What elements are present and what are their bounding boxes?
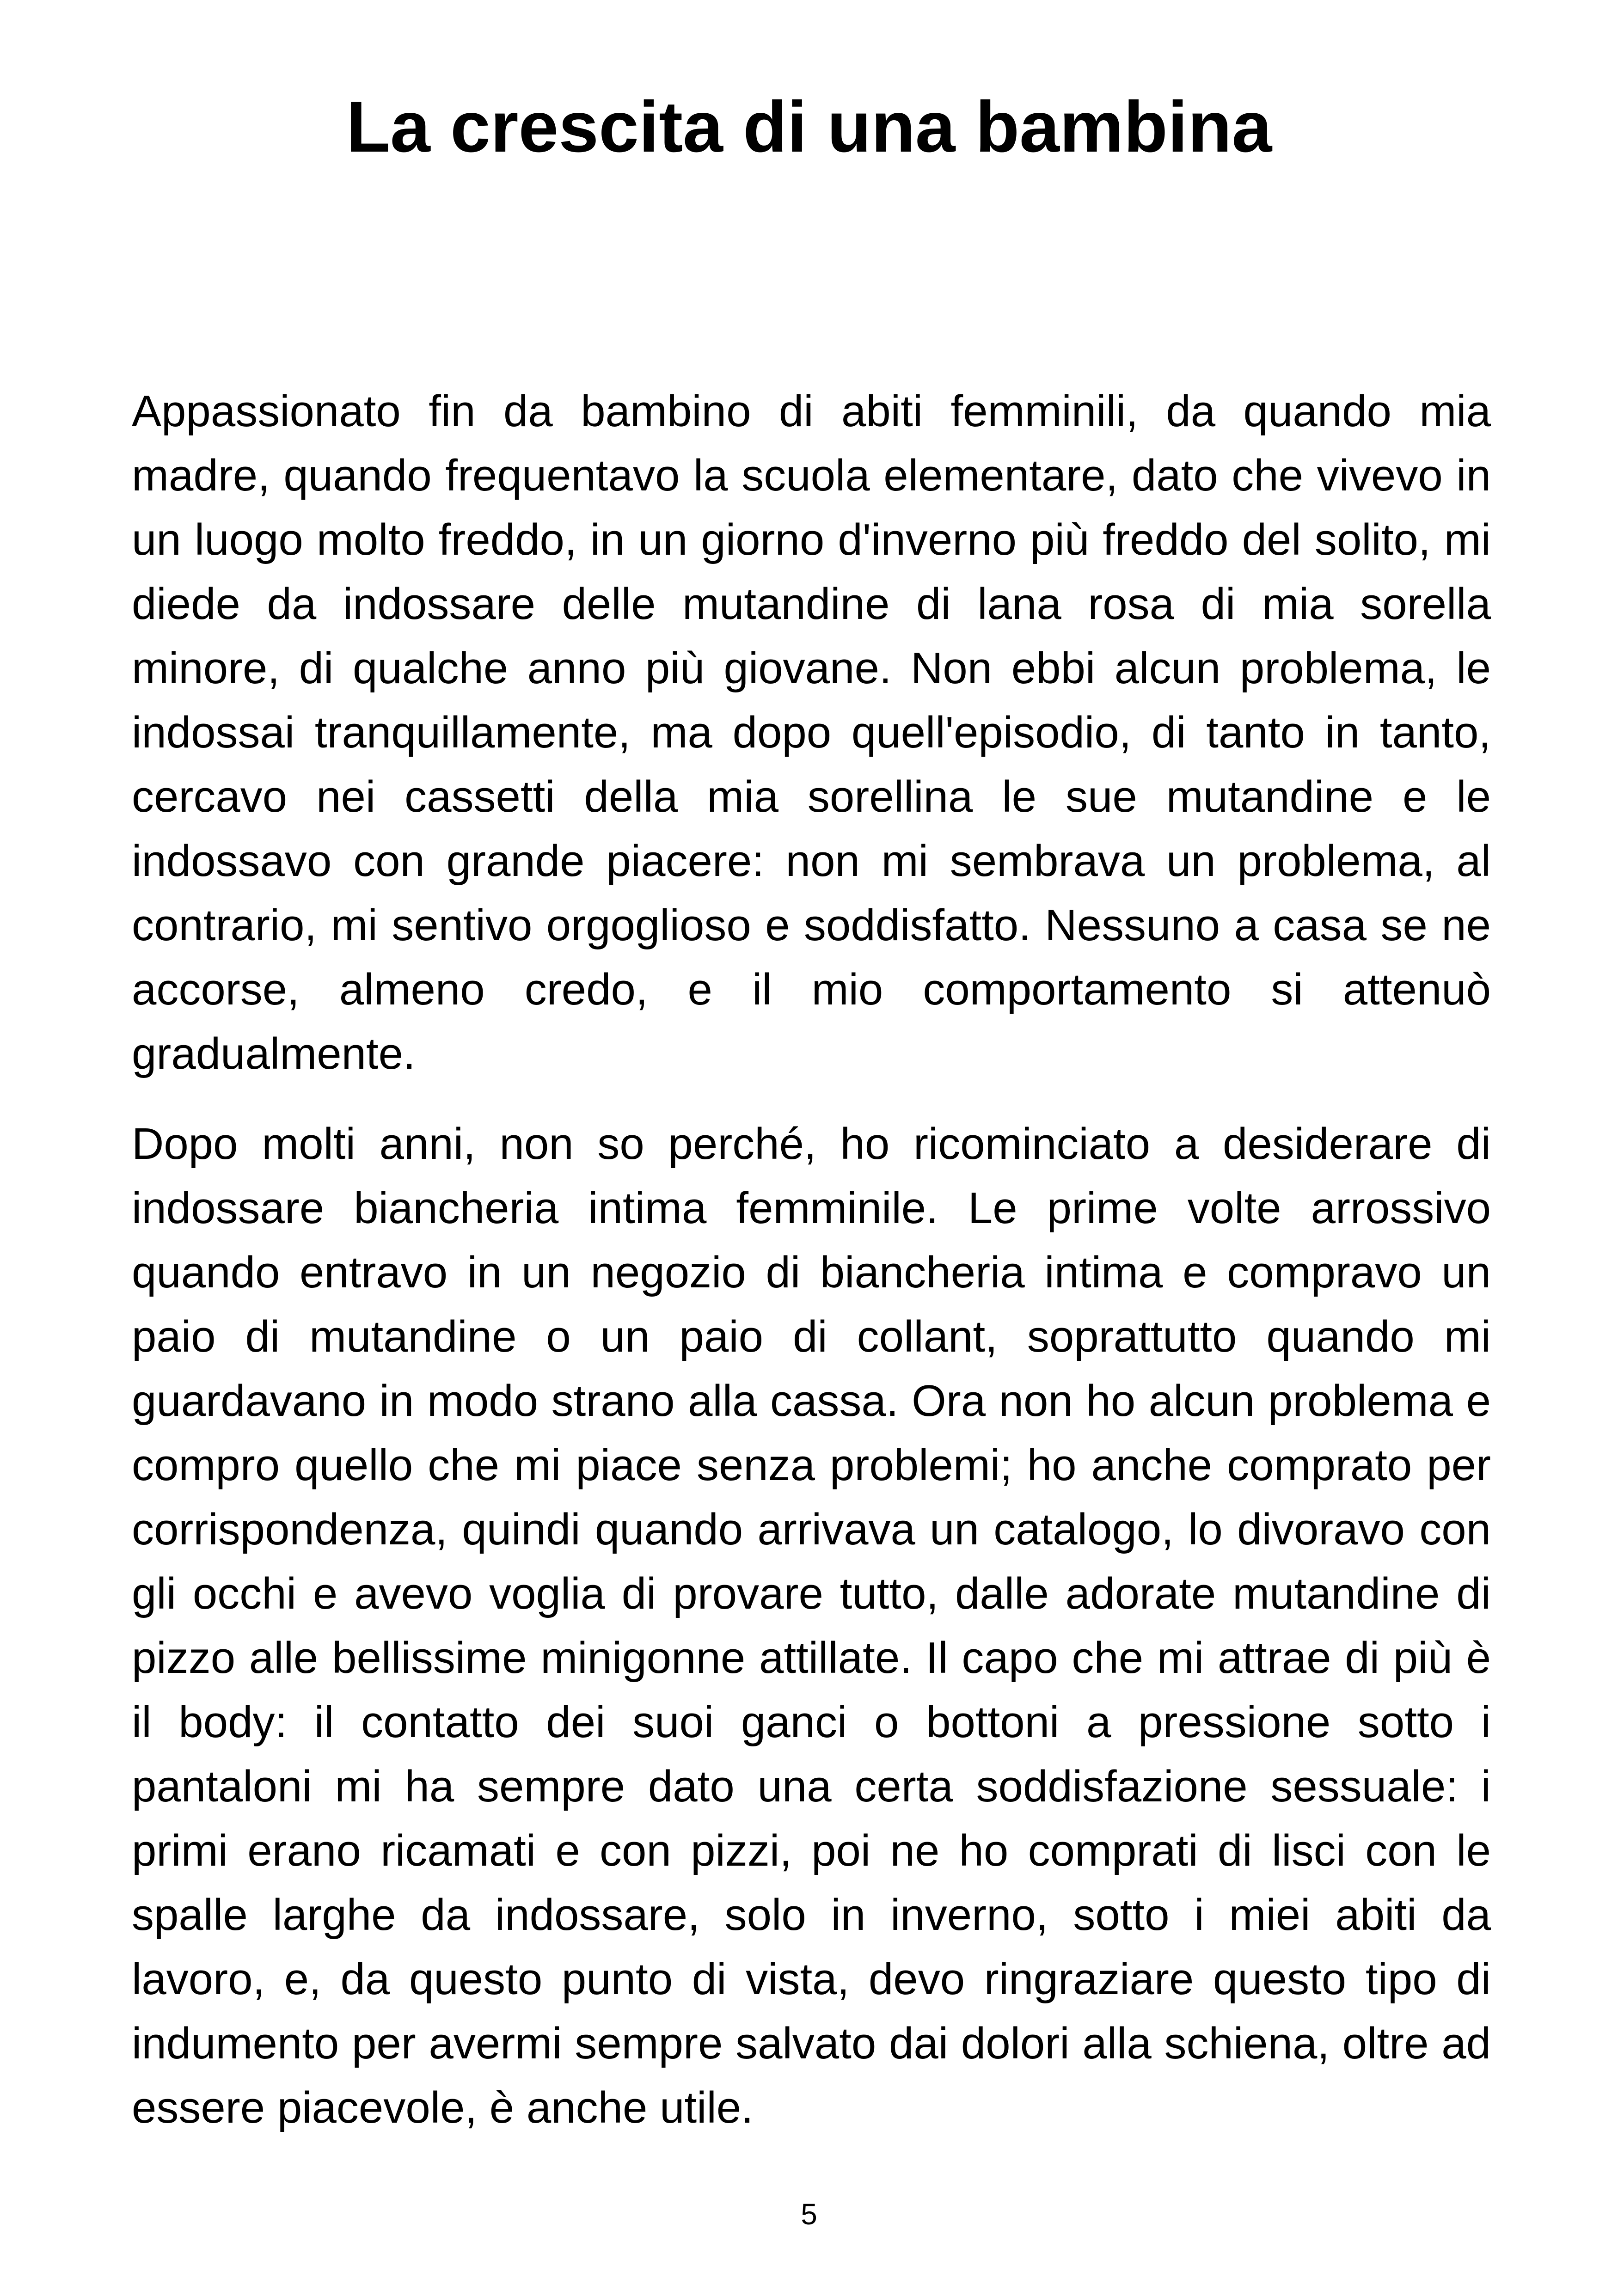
body-text xyxy=(132,379,1491,2166)
page-number: 5 xyxy=(801,2198,817,2231)
page-title: La crescita di una bambina xyxy=(346,87,1272,167)
paragraph: Appassionato fin da bambino di abiti femminili, da quando mia madre, quando frequentavo la scuola elementare, dato che vivevo in un luogo molto freddo, in un giorno d'inverno più freddo del solito, mi diede da indossare delle mutandine di lana rosa di mia sorella minore, di qualche anno più giovane. Non ebbi alcun problema, le indossai tranquillamente, ma dopo quell'episodio, di tanto in tanto, cercavo nei cassetti della mia sorellina le sue mutandine e le indossavo con grande piacere: non mi sembrava un problema, al contrario, mi sentivo orgoglioso e soddisfatto. Nessuno a casa se ne accorse, almeno credo, e il mio comportamento si attenuò gradualmente. xyxy=(132,386,1491,1078)
paragraph: Dopo molti anni, non so perché, ho ricominciato a desiderare di indossare biancheria intima femminile. Le prime volte arrossivo quando entravo in un negozio di biancheria intima e compravo un paio di mutandine o un paio di collant, soprattutto quando mi guardavano in modo strano alla cassa. Ora non ho alcun problema e compro quello che mi piace senza problemi; ho anche comprato per corrispondenza, quindi quando arrivava un catalogo, lo divoravo con gli occhi e avevo voglia di provare tutto, dalle adorate mutandine di pizzo alle bellissime minigonne attillate. Il capo che mi attrae di più è il body: il contatto dei suoi ganci o bottoni a pressione sotto i pantaloni mi ha sempre dato una certa soddisfazione sessuale: i primi erano ricamati e con pizzi, poi ne ho comprati di lisci con le spalle larghe da indossare, solo in inverno, sotto i miei abiti da lavoro, e, da questo punto di vista, devo ringraziare questo tipo di indumento per avermi sempre salvato dai dolori alla schiena, oltre ad essere piacevole, è anche utile. xyxy=(132,1119,1491,2132)
